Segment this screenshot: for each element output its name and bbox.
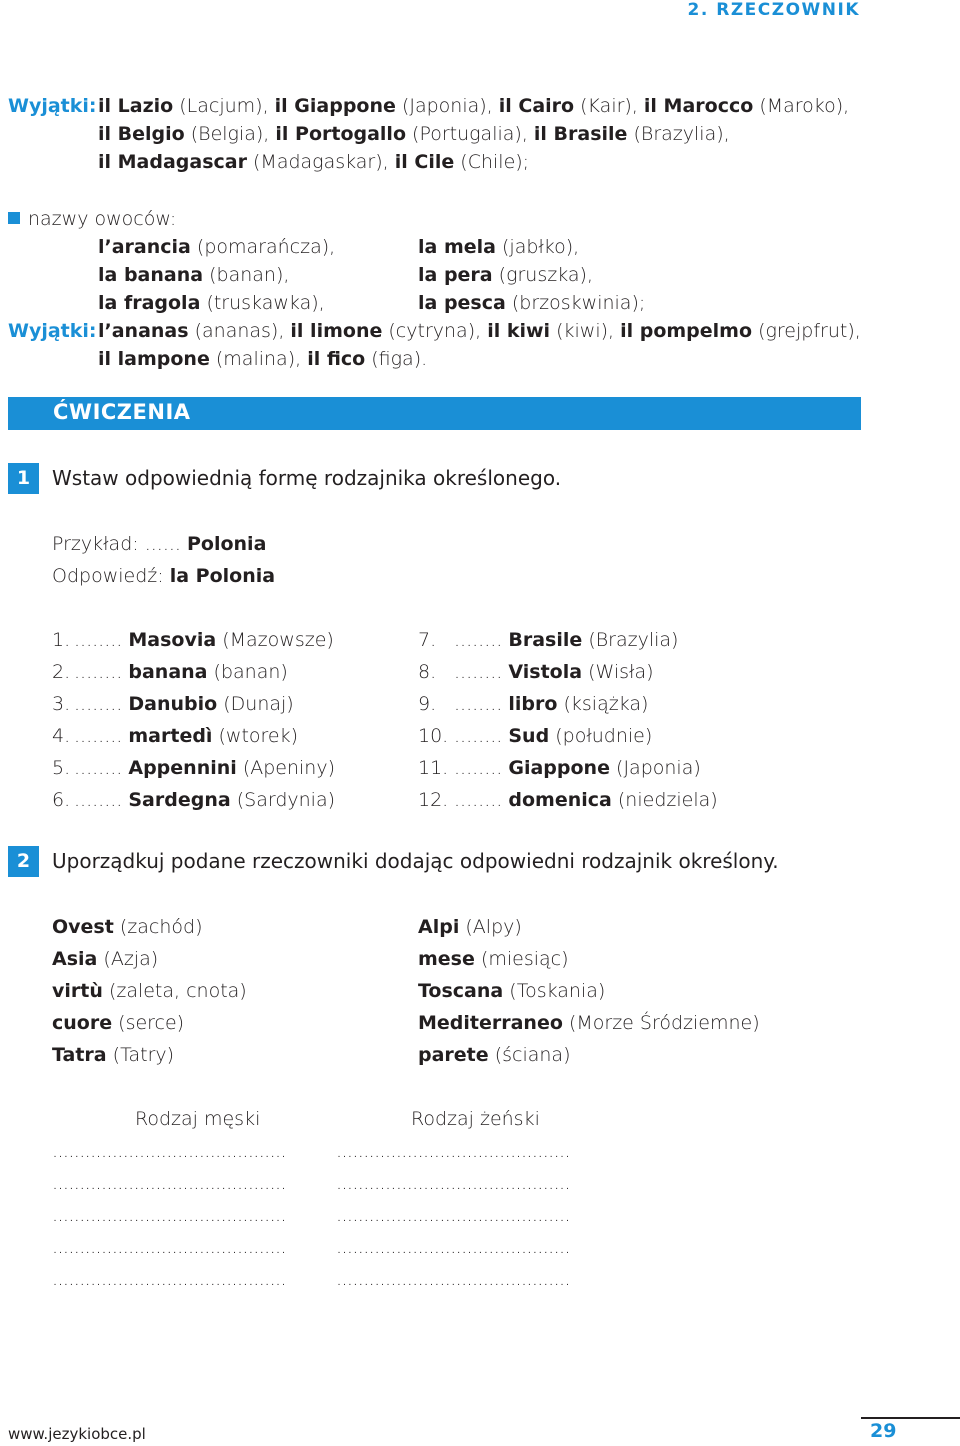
translation: (cytryna), xyxy=(382,320,488,342)
term: il Marocco xyxy=(643,95,754,117)
term: la fragola xyxy=(98,292,201,314)
noun-gloss: (ściana) xyxy=(494,1044,571,1066)
noun-word: mese xyxy=(418,948,475,970)
exercise-item xyxy=(52,691,294,717)
exceptions-line xyxy=(98,149,529,175)
translation: (pomarańcza), xyxy=(190,236,336,258)
item-number: 7. xyxy=(418,629,437,651)
item-blank: ........ xyxy=(74,757,123,779)
term: il Brasile xyxy=(533,123,628,145)
term: l’arancia xyxy=(98,236,191,258)
noun-item xyxy=(52,946,158,972)
noun-item xyxy=(418,1010,760,1036)
item-gloss: (Wisła) xyxy=(588,661,654,683)
example-label: Przykład: ...... xyxy=(52,533,181,555)
exceptions-line xyxy=(98,93,849,119)
footer-divider xyxy=(861,1417,960,1419)
exercise-item xyxy=(418,755,701,781)
answer-blank[interactable]: ........................................... xyxy=(52,1268,286,1290)
term: il Cairo xyxy=(498,95,575,117)
item-number: 11. xyxy=(418,757,449,779)
exercise-1-number: 1 xyxy=(8,463,39,494)
fruit-item xyxy=(98,234,335,260)
item-word: Vistola xyxy=(508,661,583,683)
noun-gloss: (miesiąc) xyxy=(480,948,569,970)
item-word: Giappone xyxy=(508,757,610,779)
noun-word: Mediterraneo xyxy=(418,1012,563,1034)
item-word: Masovia xyxy=(128,629,217,651)
translation: (Portugalia), xyxy=(406,123,534,145)
answer-line xyxy=(52,563,275,589)
item-word: banana xyxy=(128,661,208,683)
noun-item xyxy=(52,978,247,1004)
item-gloss: (banan) xyxy=(213,661,288,683)
column-masculine-heading: Rodzaj męski xyxy=(135,1108,261,1130)
noun-item xyxy=(52,1042,174,1068)
item-gloss: (południe) xyxy=(555,725,653,747)
item-word: domenica xyxy=(508,789,612,811)
noun-gloss: (Alpy) xyxy=(465,916,522,938)
term: il lampone xyxy=(98,348,210,370)
exceptions-line xyxy=(98,121,730,147)
term: il Belgio xyxy=(98,123,185,145)
term: la pesca xyxy=(418,292,506,314)
item-blank: ........ xyxy=(74,693,123,715)
footer-url[interactable]: www.jezykiobce.pl xyxy=(8,1425,146,1443)
translation: (ananas), xyxy=(188,320,291,342)
noun-gloss: (zaleta, cnota) xyxy=(108,980,247,1002)
exercises-banner xyxy=(8,397,861,430)
exercise-item xyxy=(52,659,288,685)
term: la mela xyxy=(418,236,496,258)
fruit-item xyxy=(418,234,579,260)
exercise-item xyxy=(418,723,652,749)
exercise-2-number: 2 xyxy=(8,846,39,877)
term: il Portogallo xyxy=(275,123,406,145)
exceptions-line xyxy=(98,318,861,344)
exceptions-2-label: Wyjątki: xyxy=(8,320,97,342)
term: il pompelmo xyxy=(620,320,753,342)
item-gloss: (wtorek) xyxy=(218,725,299,747)
item-gloss: (Japonia) xyxy=(616,757,701,779)
item-number: 9. xyxy=(418,693,437,715)
translation: (gruszka), xyxy=(492,264,593,286)
item-blank: ........ xyxy=(454,725,503,747)
translation: (Kair), xyxy=(574,95,644,117)
noun-gloss: (serce) xyxy=(118,1012,185,1034)
exercise-item xyxy=(52,787,335,813)
exercise-item xyxy=(52,755,335,781)
answer-blank[interactable]: ........................................... xyxy=(336,1140,570,1162)
item-blank: ........ xyxy=(74,661,123,683)
noun-item xyxy=(418,1042,570,1068)
noun-word: Asia xyxy=(52,948,98,970)
item-gloss: (Apeniny) xyxy=(242,757,336,779)
noun-word: virtù xyxy=(52,980,103,1002)
item-word: Danubio xyxy=(128,693,218,715)
fruit-item xyxy=(98,262,289,288)
answer-word: la Polonia xyxy=(169,565,276,587)
answer-blank[interactable]: ........................................... xyxy=(52,1140,286,1162)
item-number: 2. xyxy=(52,661,71,683)
noun-item xyxy=(418,946,569,972)
noun-word: Alpi xyxy=(418,916,460,938)
answer-label: Odpowiedź: xyxy=(52,565,164,587)
column-feminine-heading: Rodzaj żeński xyxy=(411,1108,540,1130)
exercise-item xyxy=(418,691,648,717)
exercise-item xyxy=(418,627,678,653)
item-number: 4. xyxy=(52,725,71,747)
item-gloss: (Mazowsze) xyxy=(222,629,334,651)
translation: (Belgia), xyxy=(184,123,276,145)
noun-word: cuore xyxy=(52,1012,113,1034)
item-number: 10. xyxy=(418,725,449,747)
answer-blank[interactable]: ........................................... xyxy=(52,1172,286,1194)
item-blank: ........ xyxy=(454,693,503,715)
item-blank: ........ xyxy=(454,629,503,651)
item-number: 6. xyxy=(52,789,71,811)
term: il limone xyxy=(290,320,383,342)
answer-blank[interactable]: ........................................... xyxy=(52,1204,286,1226)
fruits-heading: nazwy owoców: xyxy=(28,208,177,230)
exercise-item xyxy=(418,787,718,813)
noun-item xyxy=(418,978,605,1004)
translation: (Brazylia), xyxy=(627,123,730,145)
term: il Madagascar xyxy=(98,151,247,173)
answer-blank[interactable]: ........................................... xyxy=(52,1236,286,1258)
item-blank: ........ xyxy=(74,629,123,651)
example-word: Polonia xyxy=(186,533,267,555)
noun-word: Toscana xyxy=(418,980,504,1002)
item-gloss: (Dunaj) xyxy=(223,693,294,715)
item-word: libro xyxy=(508,693,558,715)
noun-word: parete xyxy=(418,1044,489,1066)
item-number: 12. xyxy=(418,789,449,811)
exercise-1-title: Wstaw odpowiednią formę rodzajnika określonego. xyxy=(52,466,562,490)
item-gloss: (Brazylia) xyxy=(588,629,679,651)
item-word: martedì xyxy=(128,725,213,747)
noun-item xyxy=(52,1010,184,1036)
translation: (Japonia), xyxy=(395,95,499,117)
item-number: 5. xyxy=(52,757,71,779)
noun-gloss: (zachód) xyxy=(119,916,203,938)
translation: (banan), xyxy=(203,264,290,286)
item-blank: ........ xyxy=(74,789,123,811)
exceptions-line xyxy=(98,346,427,372)
section-header: 2. RZECZOWNIK xyxy=(687,0,860,20)
item-gloss: (Sardynia) xyxy=(236,789,336,811)
fruit-item xyxy=(418,262,593,288)
translation: (brzoskwinia); xyxy=(505,292,646,314)
item-word: Sardegna xyxy=(128,789,231,811)
noun-item xyxy=(52,914,203,940)
noun-word: Tatra xyxy=(52,1044,107,1066)
term: il Cile xyxy=(394,151,455,173)
item-blank: ........ xyxy=(454,757,503,779)
translation: (malina), xyxy=(209,348,308,370)
answer-blank[interactable]: ........................................... xyxy=(336,1268,570,1290)
item-blank: ........ xyxy=(454,789,503,811)
translation: (Maroko), xyxy=(753,95,850,117)
item-word: Appennini xyxy=(128,757,237,779)
term: il Giappone xyxy=(274,95,396,117)
term: il Lazio xyxy=(98,95,174,117)
bullet-square-icon xyxy=(8,212,20,224)
noun-item xyxy=(418,914,522,940)
item-number: 3. xyxy=(52,693,71,715)
fruit-item xyxy=(418,290,645,316)
item-number: 1. xyxy=(52,629,71,651)
translation: (Madagaskar), xyxy=(246,151,395,173)
exercise-item xyxy=(418,659,654,685)
answer-blank[interactable]: ........................................... xyxy=(336,1172,570,1194)
term: la pera xyxy=(418,264,493,286)
item-gloss: (niedziela) xyxy=(617,789,718,811)
item-gloss: (książka) xyxy=(563,693,649,715)
exercise-item xyxy=(52,627,334,653)
answer-blank[interactable]: ........................................... xyxy=(336,1236,570,1258)
noun-gloss: (Azja) xyxy=(103,948,159,970)
exercise-item xyxy=(52,723,298,749)
example-line xyxy=(52,531,266,557)
term: l’ananas xyxy=(98,320,189,342)
translation: (truskawka), xyxy=(200,292,325,314)
noun-gloss: (Toskania) xyxy=(509,980,606,1002)
term: il fico xyxy=(307,348,366,370)
noun-gloss: (Tatry) xyxy=(112,1044,175,1066)
term: la banana xyxy=(98,264,204,286)
translation: (kiwi), xyxy=(550,320,621,342)
item-blank: ........ xyxy=(454,661,503,683)
noun-gloss: (Morze Śródziemne) xyxy=(568,1012,760,1034)
exercise-2-title: Uporządkuj podane rzeczowniki dodając odpowiedni rodzajnik określony. xyxy=(52,849,779,873)
item-number: 8. xyxy=(418,661,437,683)
translation: (figa). xyxy=(365,348,428,370)
answer-blank[interactable]: ........................................... xyxy=(336,1204,570,1226)
translation: (Lacjum), xyxy=(173,95,275,117)
page-number: 29 xyxy=(870,1420,897,1442)
exercises-banner-title: ĆWICZENIA xyxy=(53,400,191,424)
item-blank: ........ xyxy=(74,725,123,747)
noun-word: Ovest xyxy=(52,916,114,938)
translation: (jabłko), xyxy=(495,236,580,258)
exceptions-1-label: Wyjątki: xyxy=(8,95,97,117)
translation: (Chile); xyxy=(454,151,530,173)
translation: (grejpfrut), xyxy=(752,320,861,342)
fruit-item xyxy=(98,290,325,316)
item-word: Sud xyxy=(508,725,550,747)
item-word: Brasile xyxy=(508,629,583,651)
term: il kiwi xyxy=(487,320,551,342)
